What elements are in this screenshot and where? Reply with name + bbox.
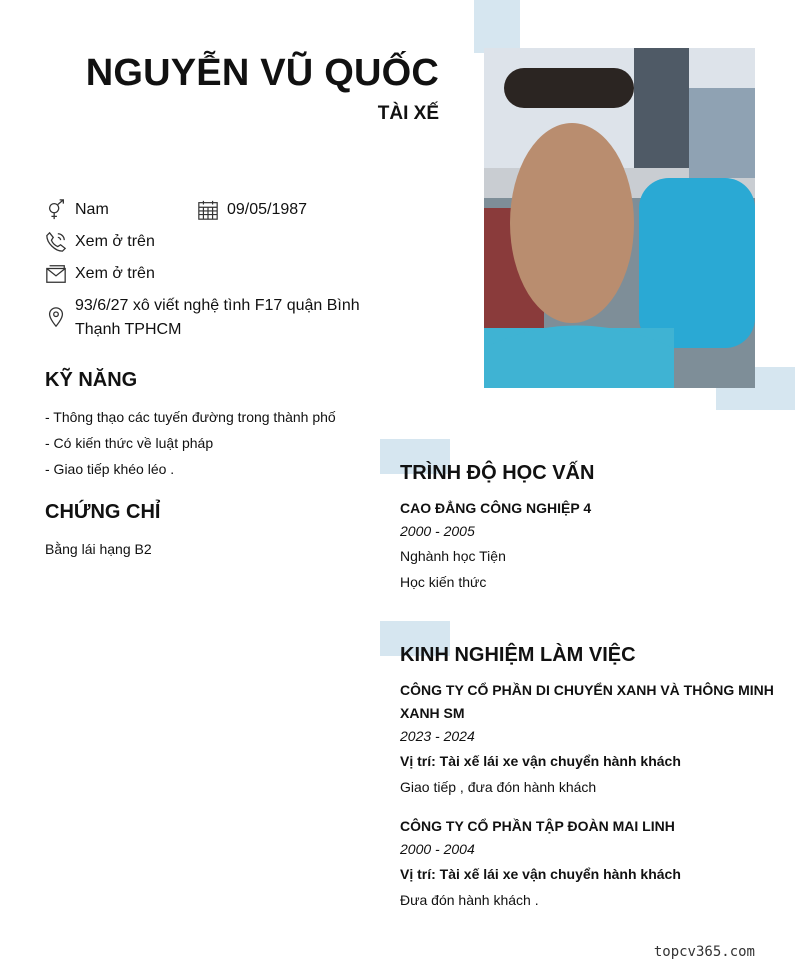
- skill-item: - Có kiến thức về luật pháp: [45, 435, 214, 451]
- candidate-name: NGUYỄN VŨ QUỐC: [85, 52, 439, 94]
- job-company-cont: XANH SM: [400, 705, 465, 721]
- email-icon: [45, 263, 67, 285]
- education-school: CAO ĐẲNG CÔNG NGHIỆP 4: [400, 500, 592, 516]
- job-description: Đưa đón hành khách .: [400, 892, 539, 908]
- certificates-title: CHỨNG CHỈ: [45, 501, 161, 523]
- gender-icon: [45, 199, 67, 221]
- candidate-role: TÀI XẾ: [377, 103, 439, 124]
- email-row: [45, 262, 345, 286]
- email-value: Xem ở trên: [75, 265, 155, 282]
- education-line: Học kiến thức: [400, 574, 487, 590]
- job-company: CÔNG TY CỔ PHẦN DI CHUYỂN XANH VÀ THÔNG MINH: [400, 682, 774, 698]
- skill-item: - Giao tiếp khéo léo .: [45, 461, 175, 477]
- dob-row: [197, 198, 377, 222]
- phone-row: [45, 230, 345, 254]
- experience-title: KINH NGHIỆM LÀM VIỆC: [400, 644, 636, 666]
- location-icon: [45, 306, 67, 328]
- education-title: TRÌNH ĐỘ HỌC VẤN: [400, 462, 595, 484]
- phone-icon: [45, 231, 67, 253]
- job-company: CÔNG TY CỔ PHẦN TẬP ĐOÀN MAI LINH: [400, 818, 675, 834]
- job-period: 2000 - 2004: [400, 841, 475, 857]
- address-line-1: 93/6/27 xô viết nghệ tình F17 quận Bình: [75, 297, 360, 314]
- skills-title: KỸ NĂNG: [45, 369, 138, 391]
- education-line: Nghành học Tiện: [400, 548, 506, 564]
- address-row: [45, 294, 385, 342]
- deco-block-top: [474, 0, 520, 53]
- profile-photo: [484, 48, 755, 388]
- watermark: topcv365.com: [653, 944, 755, 960]
- phone-value: Xem ở trên: [75, 233, 155, 250]
- job-period: 2023 - 2024: [400, 728, 475, 744]
- skill-item: - Thông thạo các tuyến đường trong thành phố: [45, 409, 336, 425]
- education-period: 2000 - 2005: [400, 523, 475, 539]
- address-line-2: Thạnh TPHCM: [75, 321, 182, 338]
- certificate-item: Bằng lái hạng B2: [45, 541, 152, 557]
- job-position: Vị trí: Tài xế lái xe vận chuyển hành khách: [400, 753, 681, 769]
- job-description: Giao tiếp , đưa đón hành khách: [400, 779, 597, 795]
- calendar-icon: [197, 199, 219, 221]
- job-position: Vị trí: Tài xế lái xe vận chuyển hành khách: [400, 866, 681, 882]
- dob-value: 09/05/1987: [227, 201, 308, 218]
- gender-value: Nam: [75, 201, 109, 218]
- gender-row: [45, 198, 185, 222]
